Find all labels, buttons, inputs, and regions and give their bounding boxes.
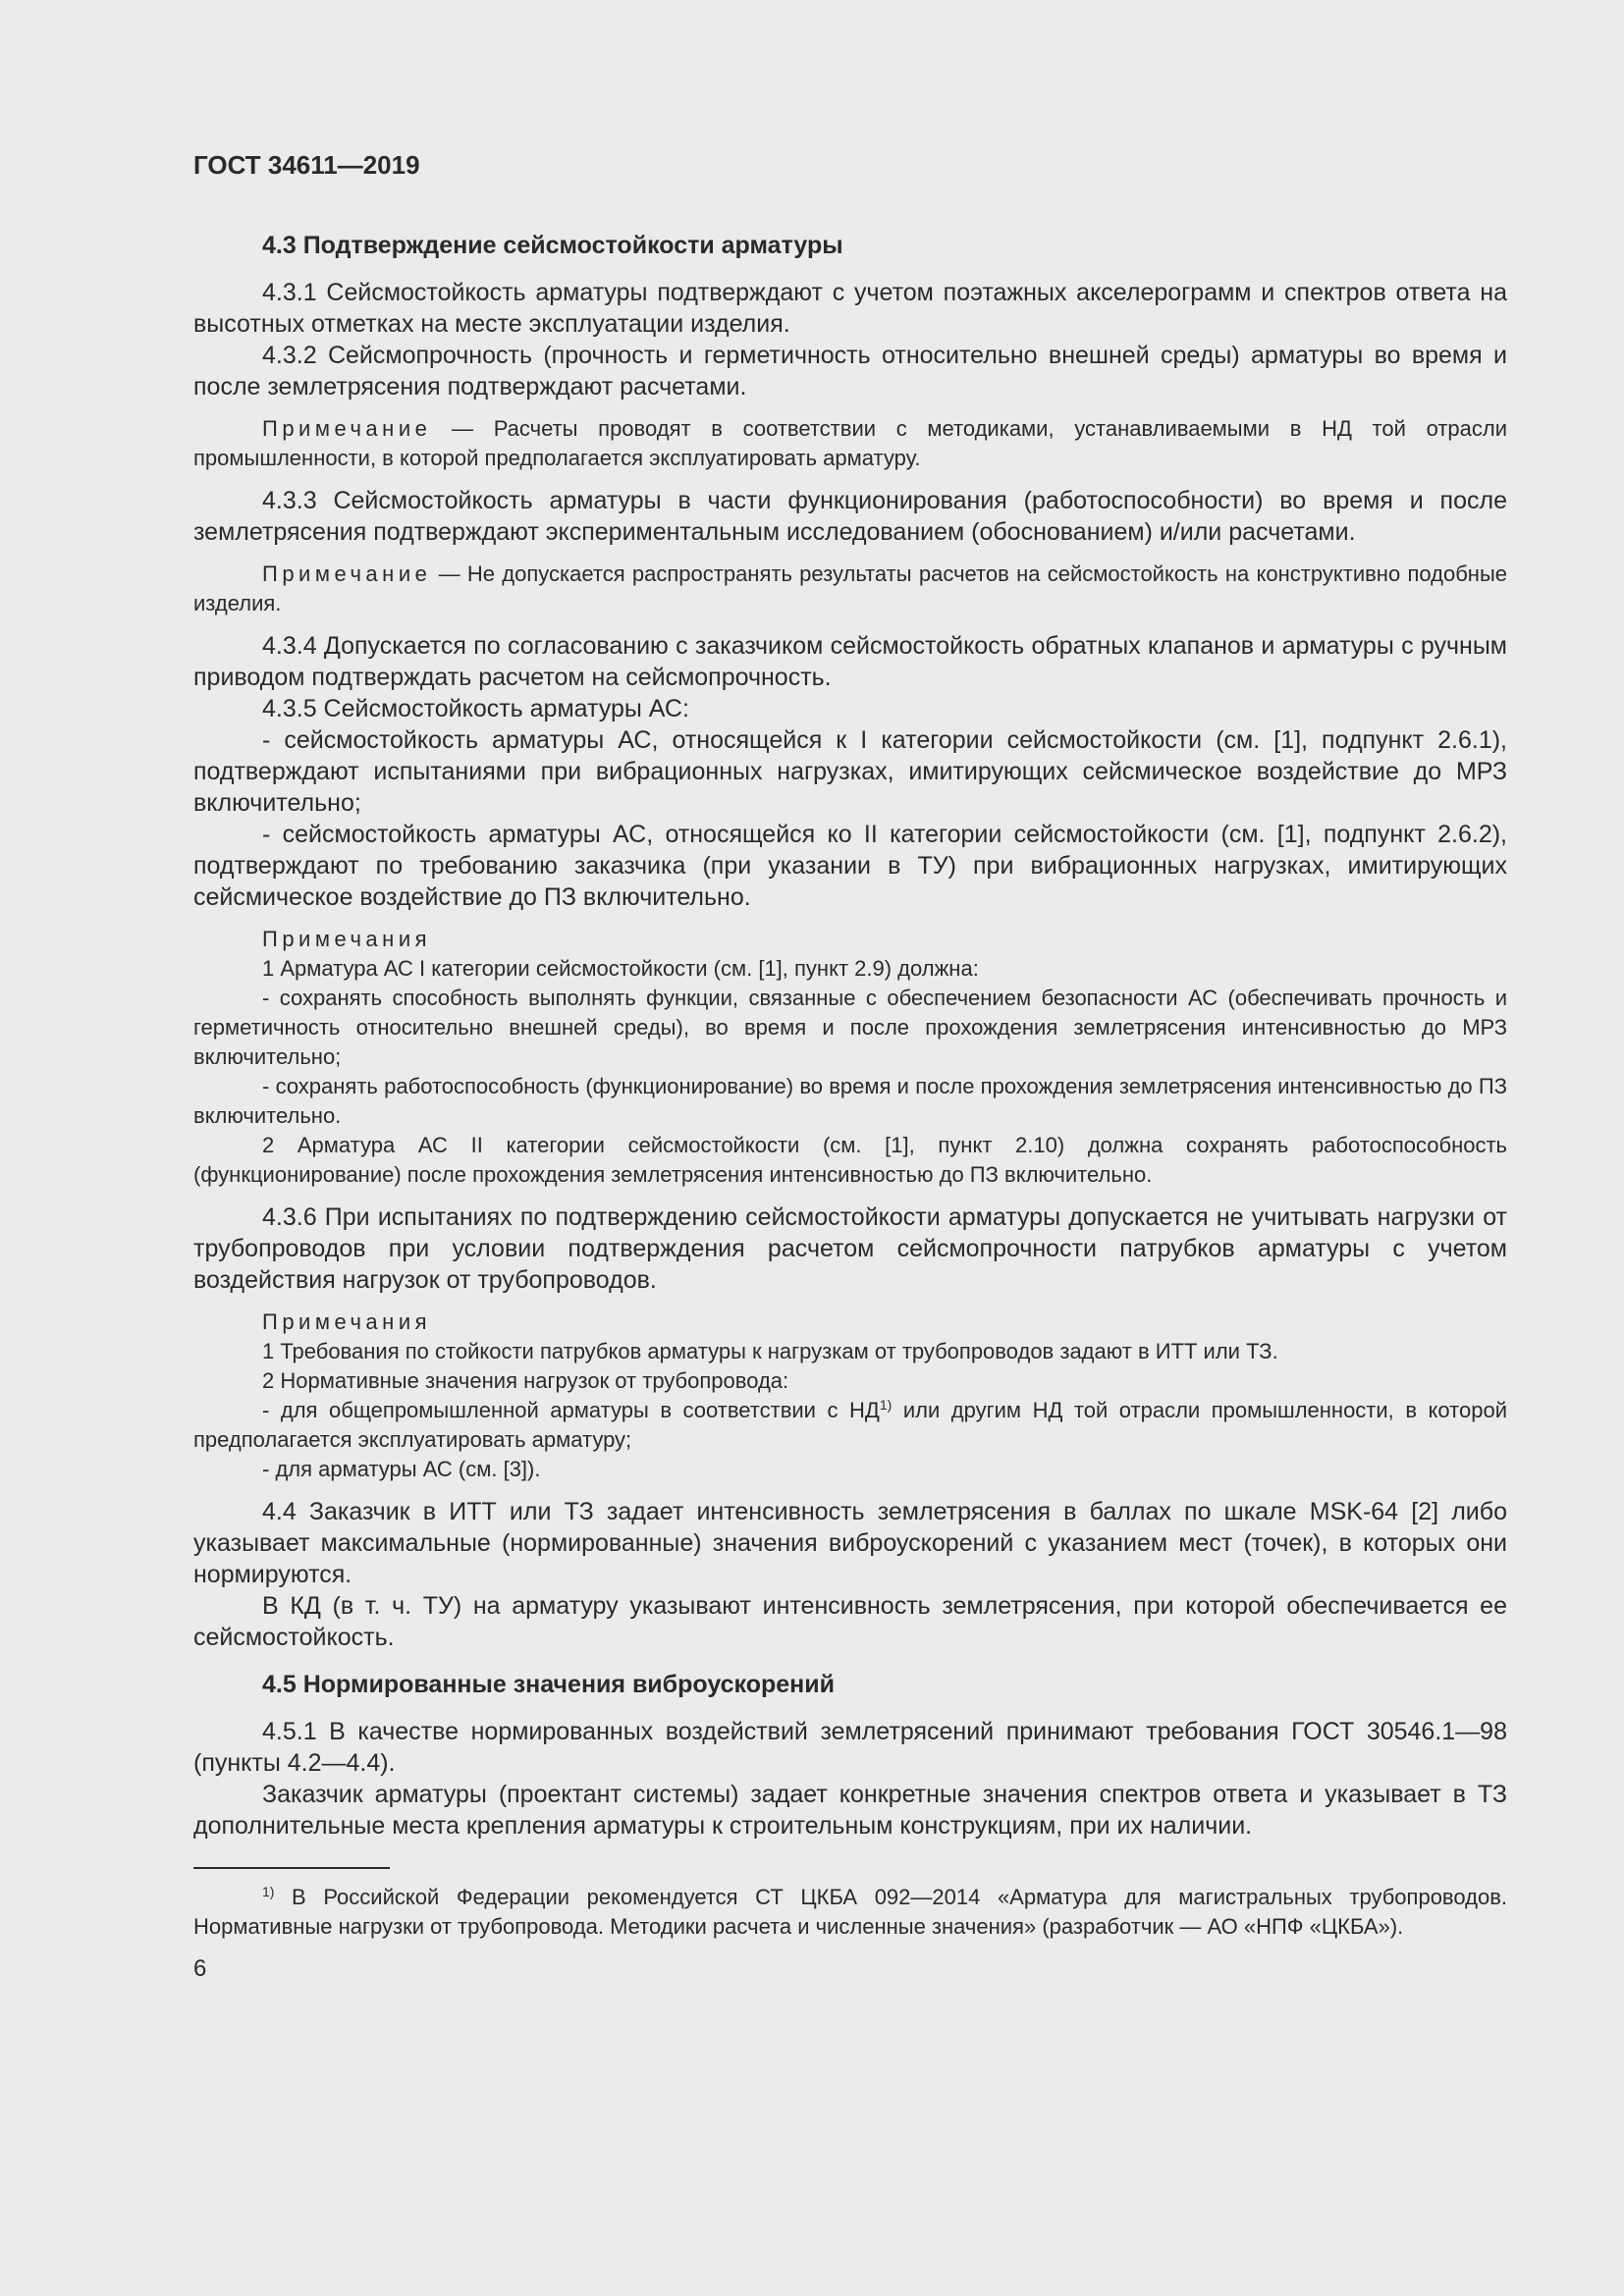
footnote-mark: 1) [262,1884,275,1899]
footnote-text: В Российской Федерации рекомендуется СТ ЦКБА 092—2014 «Арматура для магистральных трубопроводов. Нормативные нагрузки от трубопровода. Методики расчета и численные значения» (разработчик — АО «НПФ «ЦКБА»). [193,1885,1507,1939]
paragraph-4-3-4: 4.3.4 Допускается по согласованию с заказчиком сейсмостойкость обратных клапанов и арматуры с ручным приводом подтверждать расчетом на сейсмопрочность. [193,632,1507,691]
paragraph-4-3-2: 4.3.2 Сейсмопрочность (прочность и герметичность относительно внешней среды) арматуры во время и после землетрясения подтверждают расчетами. [193,342,1507,400]
notes-4-3-5 [193,925,1507,1190]
notes-label-text: Примечания [262,927,432,951]
note-text: — Расчеты проводят в соответствии с методиками, устанавливаемыми в НД той отрасли промышленности, в которой предполагается эксплуатировать арматуру. [193,416,1507,470]
page-number: 6 [193,1955,207,1982]
notes-label [193,925,1507,954]
note-text: или другим НД той отрасли промышленности, в которой предполагается эксплуатировать арматуру; [193,1398,1507,1452]
note-item-2b: - для арматуры АС (см. [3]). [262,1457,541,1481]
note-item-2a [193,1396,1507,1455]
note-text: - для общепромышленной арматуры в соответствии с НД [262,1398,880,1422]
list-item-4-3-5-a: - сейсмостойкость арматуры АС, относящейся к I категории сейсмостойкости (см. [1], подпункт 2.6.1), подтверждают испытаниями при вибрационных нагрузках, имитирующих сейсмическое воздействие до МРЗ включительно; [193,726,1507,817]
paragraph-4-5-1: 4.5.1 В качестве нормированных воздействий землетрясений принимают требования ГОСТ 30546.1—98 (пункты 4.2—4.4). [193,1718,1507,1777]
notes-label-text: Примечания [262,1309,432,1334]
section-heading-4-3: 4.3 Подтверждение сейсмостойкости арматуры [262,232,843,259]
paragraph-4-4-kd: В КД (в т. ч. ТУ) на арматуру указывают интенсивность землетрясения, при которой обеспечивается ее сейсмостойкость. [193,1592,1507,1651]
note-4-3-2 [193,414,1507,473]
paragraph-4-3-1: 4.3.1 Сейсмостойкость арматуры подтверждают с учетом поэтажных акселерограмм и спектров ответа на высотных отметках на месте эксплуатации изделия. [193,279,1507,338]
section-heading-4-5: 4.5 Нормированные значения виброускорений [262,1671,835,1698]
document-number: ГОСТ 34611—2019 [193,150,420,180]
footnote [193,1883,1507,1942]
note-item-2: 2 Арматура АС II категории сейсмостойкости (см. [1], пункт 2.10) должна сохранять работоспособность (функционирование) после прохождения землетрясения интенсивностью до ПЗ включительно. [193,1133,1507,1187]
notes-label [193,1308,1507,1337]
note-item-1: 1 Требования по стойкости патрубков арматуры к нагрузкам от трубопроводов задают в ИТТ или ТЗ. [262,1339,1278,1363]
notes-4-3-6 [193,1308,1507,1484]
paragraph-4-3-5: 4.3.5 Сейсмостойкость арматуры АС: [262,695,689,722]
note-label: Примечание [262,416,432,441]
note-item-1a: - сохранять способность выполнять функции, связанные с обеспечением безопасности АС (обеспечивать прочность и герметичность относительно внешней среды), во время и после прохождения землетрясения интенсивностью до МРЗ включительно; [193,986,1507,1069]
paragraph-4-4: 4.4 Заказчик в ИТТ или ТЗ задает интенсивность землетрясения в баллах по шкале MSK-64 [2] либо указывает максимальные (нормированные) значения виброускорений с указанием мест (точек), в которых они нормируются. [193,1498,1507,1588]
list-item-4-3-5-b: - сейсмостойкость арматуры АС, относящейся ко II категории сейсмостойкости (см. [1], подпункт 2.6.2), подтверждают по требованию заказчика (при указании в ТУ) при вибрационных нагрузках, имитирующих сейсмическое воздействие до ПЗ включительно. [193,821,1507,911]
page-content [193,145,1507,1985]
paragraph-4-3-3: 4.3.3 Сейсмостойкость арматуры в части функционирования (работоспособности) во время и после землетрясения подтверждают экспериментальным исследованием (обоснованием) и/или расчетами. [193,487,1507,546]
paragraph-4-5-customer: Заказчик арматуры (проектант системы) задает конкретные значения спектров ответа и указывает в ТЗ дополнительные места крепления арматуры к строительным конструкциям, при их наличии. [193,1781,1507,1840]
note-4-3-3 [193,560,1507,618]
footnote-ref[interactable]: 1) [879,1397,893,1413]
note-item-2: 2 Нормативные значения нагрузок от трубопровода: [262,1368,789,1393]
footnote-divider [193,1867,390,1869]
note-label: Примечание [262,561,432,586]
note-item-1: 1 Арматура АС I категории сейсмостойкости (см. [1], пункт 2.9) должна: [262,956,979,981]
paragraph-4-3-6: 4.3.6 При испытаниях по подтверждению сейсмостойкости арматуры допускается не учитывать нагрузки от трубопроводов при условии подтверждения расчетом сейсмопрочности патрубков арматуры с учетом воздействия нагрузок от трубопроводов. [193,1203,1507,1294]
note-text: — Не допускается распространять результаты расчетов на сейсмостойкость на конструктивно подобные изделия. [193,561,1507,615]
note-item-1b: - сохранять работоспособность (функционирование) во время и после прохождения землетрясения интенсивностью до ПЗ включительно. [193,1074,1507,1128]
